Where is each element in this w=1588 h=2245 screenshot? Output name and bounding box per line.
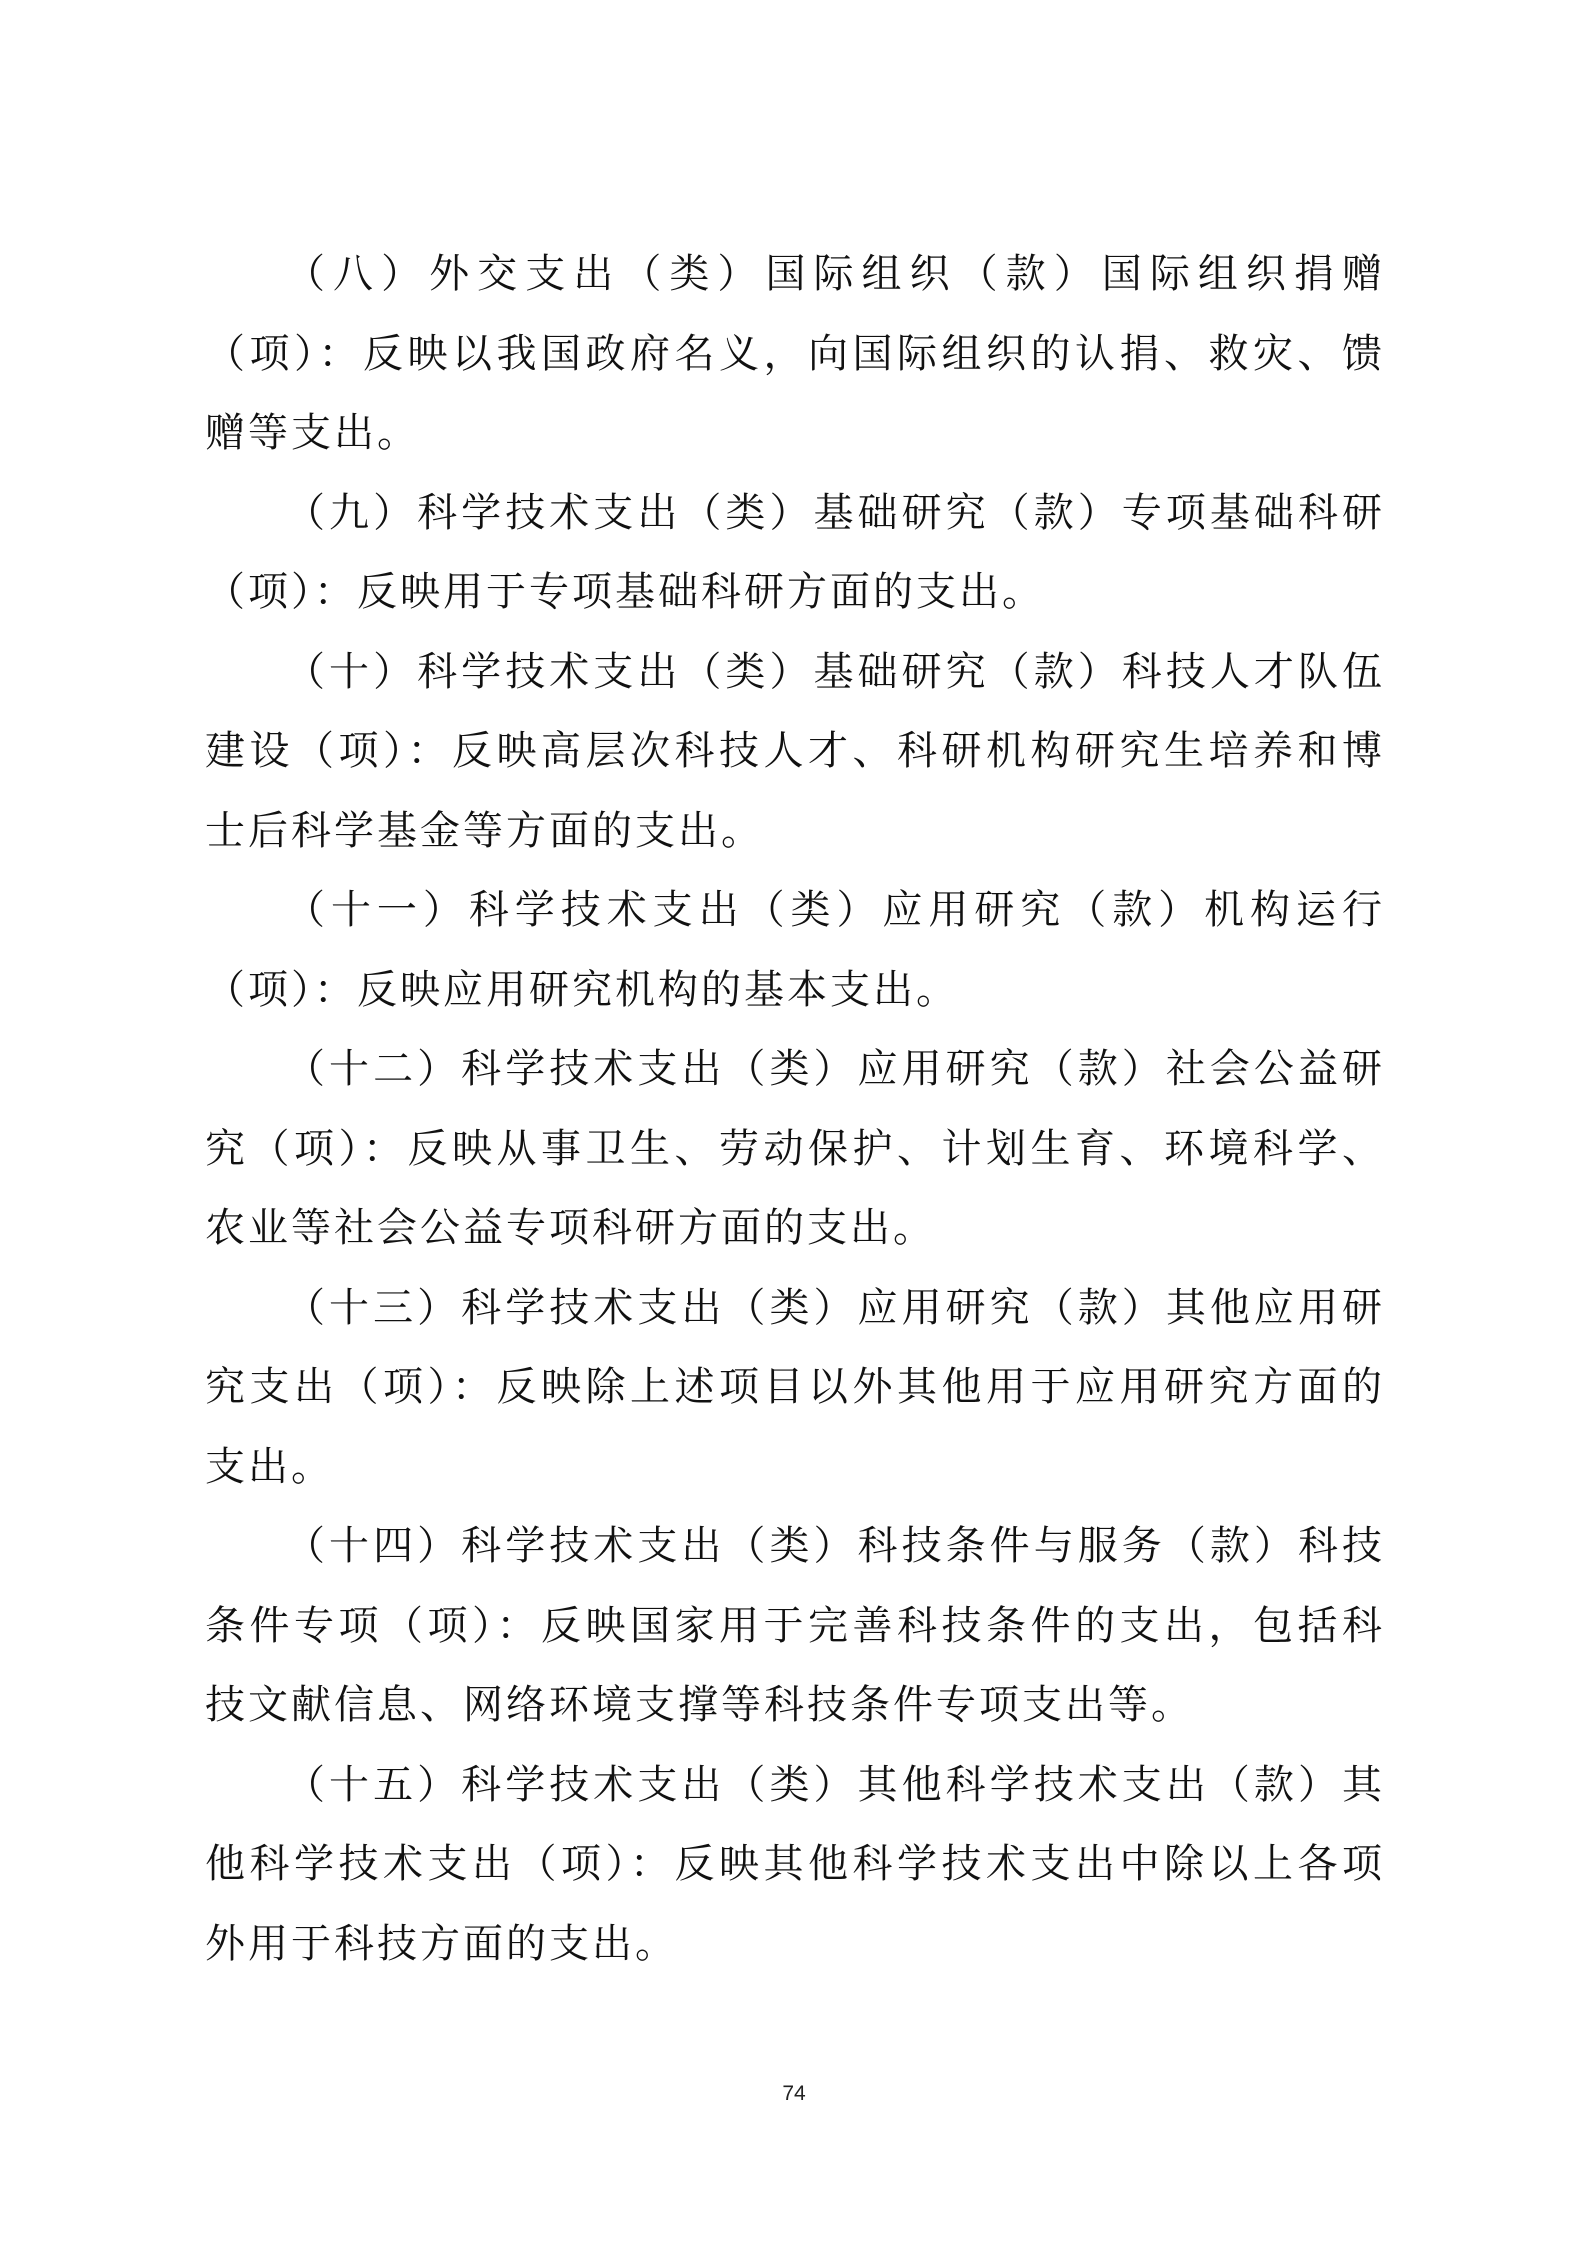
paragraph-14: （十四）科学技术支出（类）科技条件与服务（款）科技条件专项（项）：反映国家用于完善科技条件的支出，包括科技文献信息、网络环境支撑等科技条件专项支出等。 — [205, 1523, 1385, 1728]
paragraph-9: （九）科学技术支出（类）基础研究（款）专项基础科研（项）：反映用于专项基础科研方面的支出。 — [205, 489, 1385, 615]
paragraph-13: （十三）科学技术支出（类）应用研究（款）其他应用研究支出（项）：反映除上述项目以外其他用于应用研究方面的支出。 — [205, 1284, 1385, 1490]
paragraph-12: （十二）科学技术支出（类）应用研究（款）社会公益研究（项）：反映从事卫生、劳动保护、计划生育、环境科学、农业等社会公益专项科研方面的支出。 — [205, 1046, 1385, 1251]
page-number: 74 — [782, 2082, 806, 2105]
paragraph-15: （十五）科学技术支出（类）其他科学技术支出（款）其他科学技术支出（项）：反映其他科学技术支出中除以上各项外用于科技方面的支出。 — [205, 1761, 1385, 1967]
document-body — [205, 235, 1385, 1984]
paragraph-11: （十一）科学技术支出（类）应用研究（款）机构运行（项）：反映应用研究机构的基本支出。 — [205, 887, 1385, 1013]
paragraph-10: （十）科学技术支出（类）基础研究（款）科技人才队伍建设（项）：反映高层次科技人才、科研机构研究生培养和博士后科学基金等方面的支出。 — [205, 648, 1385, 854]
paragraph-8: （八）外交支出（类）国际组织（款）国际组织捐赠（项）：反映以我国政府名义，向国际组织的认捐、救灾、馈赠等支出。 — [205, 251, 1385, 456]
